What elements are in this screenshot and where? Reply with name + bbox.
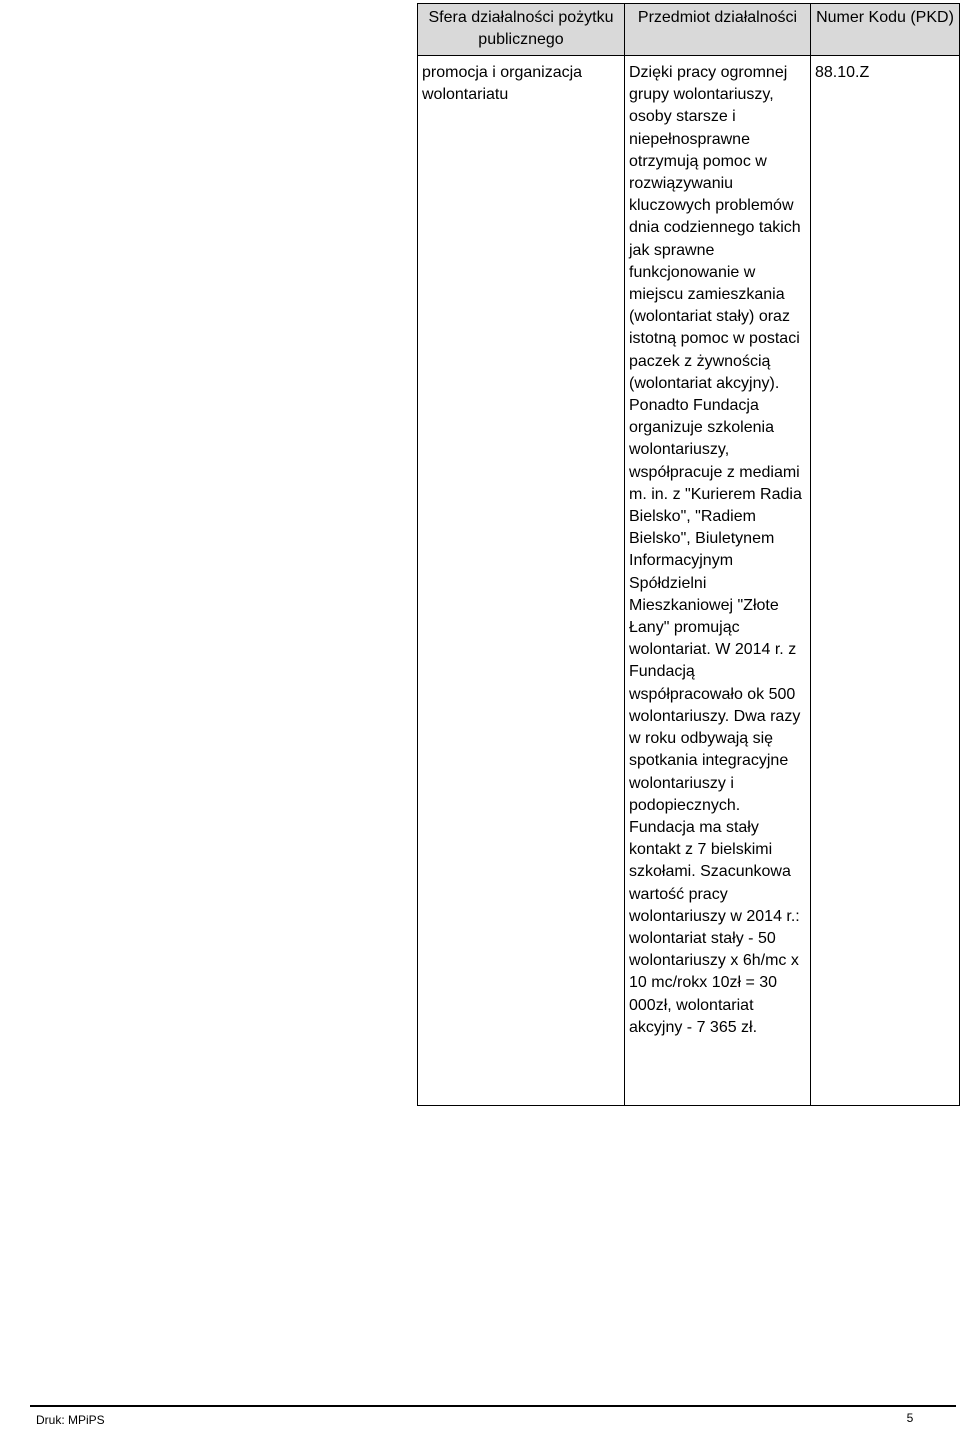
- code-text: 88.10.Z: [815, 64, 870, 81]
- subject-text: Dzięki pracy ogromnej grupy wolontariuszy, osoby starsze i niepełnosprawne otrzymują pomoc w rozwiązywaniu kluczowych problemów dnia codziennego takich jak sprawne funkcjonowanie w miejscu zamieszkania (wolontariat stały) oraz istotną pomoc w postaci paczek z żywnością (wolontariat akcyjny). Ponadto Fundacja organizuje szkolenia wolontariuszy, współpracuje z mediami m. in. z "Kurierem Radia Bielsko", "Radiem Bielsko", Biuletynem Informacyjnym Spółdzielni Mieszkaniowej "Złote Łany" promując wolontariat. W 2014 r. z Fundacją współpracowało ok 500 wolontariuszy. Dwa razy w roku odbywają się spotkania integracyjne wolontariuszy i podopiecznych. Fundacja ma stały kontakt z 7 bielskimi szkołami. Szacunkowa wartość pracy wolontariuszy w 2014 r.: wolontariat stały - 50 wolontariuszy x 6h/mc x 10 mc/rokx 10zł = 30 000zł, wolontariat akcyjny - 7 365 zł.: [629, 64, 802, 1036]
- footer-divider: [30, 1405, 956, 1407]
- sphere-text: promocja i organizacja wolontariatu: [422, 64, 583, 104]
- cell-sphere: [418, 56, 625, 1106]
- cell-subject: [625, 56, 811, 1106]
- table-header-row: [418, 4, 960, 56]
- header-code: Numer Kodu (PKD): [811, 4, 960, 56]
- header-subject: Przedmiot działalności: [625, 4, 811, 56]
- cell-code: [811, 56, 960, 1106]
- table-row: [418, 56, 960, 1106]
- page-number: 5: [906, 1411, 914, 1425]
- header-sphere: Sfera działalności pożytku publicznego: [418, 4, 625, 56]
- footer-print-label: Druk: MPiPS: [36, 1413, 105, 1427]
- activity-table: [417, 3, 960, 1106]
